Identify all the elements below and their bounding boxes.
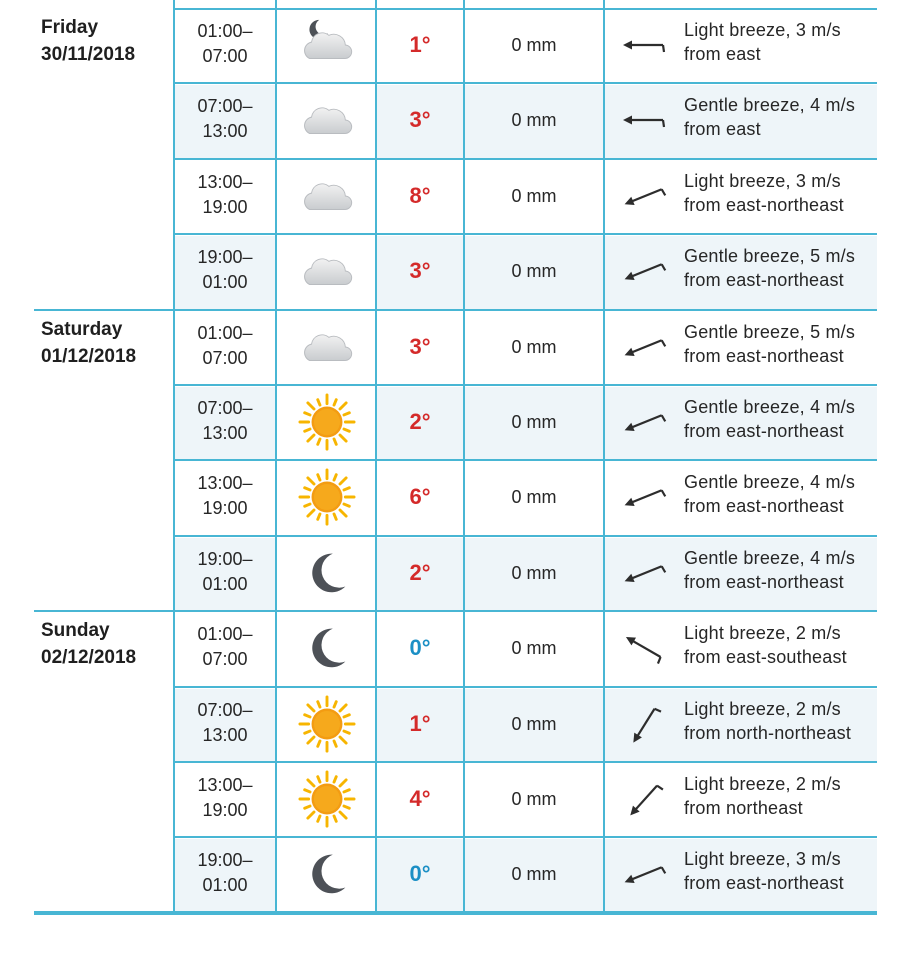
time-from: 19:00– — [197, 548, 253, 569]
wind-description — [684, 697, 874, 745]
column-divider — [375, 0, 377, 913]
wind-description — [684, 772, 874, 820]
time-from: 07:00– — [197, 96, 253, 117]
wind-direction: from east-northeast — [684, 270, 844, 291]
precipitation: 0 mm — [511, 336, 557, 357]
wind-direction: from east-northeast — [684, 571, 844, 592]
day-date: 01/12/2018 — [41, 345, 137, 367]
wind-direction: from east-northeast — [684, 345, 844, 366]
wind-arrow-east-northeast-icon — [619, 471, 671, 523]
temperature: 8° — [409, 182, 431, 208]
wind-description — [684, 93, 874, 141]
day-name: Sunday — [41, 620, 110, 642]
cloud-moon-icon — [298, 16, 356, 74]
temperature: 1° — [409, 32, 431, 57]
wind-direction: from north-northeast — [684, 722, 852, 743]
moon-icon — [298, 619, 356, 677]
time-from: 13:00– — [197, 775, 253, 795]
wind-speed: Light breeze, 3 m/s — [684, 849, 841, 870]
wind-description — [684, 169, 874, 217]
precipitation: 0 mm — [511, 789, 557, 809]
temperature: 6° — [409, 484, 431, 510]
wind-direction: from east-northeast — [684, 496, 844, 517]
wind-speed: Light breeze, 2 m/s — [684, 623, 841, 644]
wind-speed: Light breeze, 2 m/s — [684, 698, 841, 719]
precipitation: 0 mm — [511, 864, 557, 885]
wind-arrow-east-northeast-icon — [619, 170, 671, 222]
wind-arrow-east-northeast-icon — [619, 396, 671, 448]
wind-speed: Gentle breeze, 4 m/s — [684, 95, 856, 116]
time-to: 01:00 — [202, 875, 248, 896]
temperature: 0° — [409, 635, 431, 661]
wind-arrow-east-southeast-icon — [619, 622, 671, 674]
time-from: 07:00– — [197, 699, 253, 720]
column-divider — [463, 0, 465, 913]
cloud-icon — [298, 91, 356, 149]
time-from: 01:00– — [197, 21, 253, 41]
wind-arrow-east-northeast-icon — [619, 321, 671, 373]
moon-icon — [298, 845, 356, 903]
wind-speed: Gentle breeze, 4 m/s — [684, 472, 856, 493]
time-to: 19:00 — [202, 498, 248, 519]
precipitation: 0 mm — [511, 110, 557, 131]
day-divider — [34, 610, 877, 612]
wind-description — [684, 320, 874, 368]
time-to: 07:00 — [202, 347, 248, 368]
wind-speed: Gentle breeze, 4 m/s — [684, 397, 856, 417]
wind-direction: from east — [684, 119, 761, 140]
wind-arrow-north-northeast-icon — [619, 698, 671, 750]
wind-direction: from east-northeast — [684, 873, 844, 894]
wind-direction: from east — [684, 44, 761, 64]
wind-direction: from east-northeast — [684, 194, 844, 215]
wind-description — [684, 470, 874, 518]
row-divider — [173, 761, 877, 763]
row-divider — [173, 158, 877, 160]
wind-arrow-northeast-icon — [619, 773, 671, 825]
precipitation: 0 mm — [511, 638, 557, 659]
time-from: 19:00– — [197, 850, 253, 871]
time-from: 01:00– — [197, 624, 253, 645]
wind-speed: Gentle breeze, 4 m/s — [684, 547, 856, 568]
row-divider — [173, 535, 877, 537]
wind-description — [684, 621, 874, 669]
row-divider — [173, 8, 877, 10]
wind-arrow-east-northeast-icon — [619, 245, 671, 297]
wind-speed: Light breeze, 3 m/s — [684, 20, 841, 40]
day-divider — [34, 309, 877, 311]
time-from: 01:00– — [197, 322, 253, 343]
time-from: 07:00– — [197, 398, 253, 418]
wind-arrow-east-icon — [619, 94, 671, 146]
precipitation: 0 mm — [511, 713, 557, 734]
row-divider — [173, 459, 877, 461]
wind-description — [684, 18, 874, 66]
wind-arrow-east-northeast-icon — [619, 547, 671, 599]
cloud-icon — [298, 242, 356, 300]
wind-direction: from east-southeast — [684, 647, 847, 668]
day-name: Saturday — [41, 318, 123, 340]
temperature: 2° — [409, 409, 431, 434]
cloud-icon — [298, 318, 356, 376]
column-divider — [275, 0, 277, 913]
wind-speed: Gentle breeze, 5 m/s — [684, 246, 856, 267]
precipitation: 0 mm — [511, 185, 557, 206]
time-to: 19:00 — [202, 800, 248, 820]
row-divider — [173, 233, 877, 235]
moon-icon — [298, 544, 356, 602]
wind-description — [684, 847, 874, 895]
temperature: 2° — [409, 559, 431, 585]
time-to: 19:00 — [202, 196, 248, 217]
wind-speed: Light breeze, 3 m/s — [684, 170, 841, 191]
wind-description — [684, 395, 874, 443]
sun-icon — [298, 695, 356, 753]
temperature: 0° — [409, 861, 431, 887]
row-divider — [173, 384, 877, 386]
time-from: 13:00– — [197, 473, 253, 494]
time-to: 01:00 — [202, 272, 248, 293]
time-to: 01:00 — [202, 573, 248, 594]
precipitation: 0 mm — [511, 412, 557, 432]
wind-direction: from northeast — [684, 798, 803, 818]
sun-icon — [298, 468, 356, 526]
row-divider — [173, 836, 877, 838]
temperature: 3° — [409, 333, 431, 359]
sun-icon — [298, 393, 356, 451]
wind-speed: Gentle breeze, 5 m/s — [684, 321, 856, 342]
wind-description — [684, 546, 874, 594]
time-from: 19:00– — [197, 247, 253, 268]
temperature: 3° — [409, 107, 431, 133]
time-to: 13:00 — [202, 724, 248, 745]
wind-arrow-east-icon — [619, 19, 671, 71]
time-to: 13:00 — [202, 121, 248, 142]
row-divider — [173, 82, 877, 84]
time-to: 13:00 — [202, 423, 248, 443]
wind-speed: Light breeze, 2 m/s — [684, 774, 841, 794]
wind-arrow-east-northeast-icon — [619, 848, 671, 900]
table-bottom-border — [34, 911, 877, 915]
wind-direction: from east-northeast — [684, 421, 844, 441]
wind-description — [684, 244, 874, 292]
day-date: 30/11/2018 — [41, 44, 136, 65]
row-divider — [173, 686, 877, 688]
day-name: Friday — [41, 17, 99, 38]
temperature: 1° — [409, 710, 431, 736]
sun-icon — [298, 770, 356, 828]
precipitation: 0 mm — [511, 261, 557, 282]
column-divider — [603, 0, 605, 913]
precipitation: 0 mm — [511, 487, 557, 508]
temperature: 3° — [409, 258, 431, 284]
day-date: 02/12/2018 — [41, 647, 137, 669]
cloud-icon — [298, 167, 356, 225]
precipitation: 0 mm — [511, 562, 557, 583]
time-to: 07:00 — [202, 649, 248, 670]
precipitation: 0 mm — [511, 35, 557, 55]
temperature: 4° — [409, 786, 431, 811]
time-from: 13:00– — [197, 171, 253, 192]
time-to: 07:00 — [202, 46, 248, 66]
